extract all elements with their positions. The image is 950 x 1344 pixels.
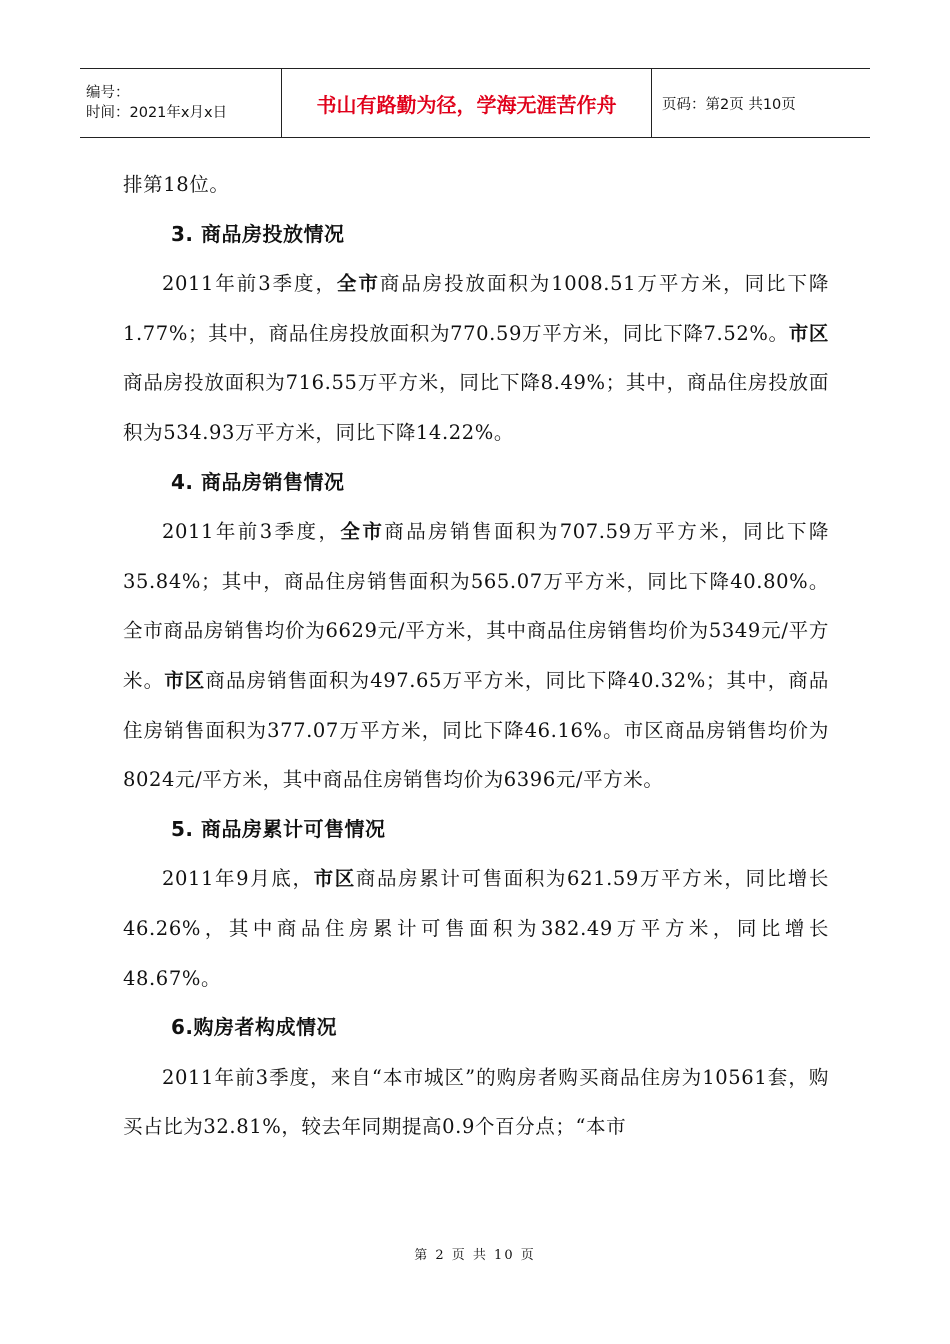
text-span: 商品房销售面积为497.65万平方米，同比下降40.32%；其中，商品住房销售面积为377.07万平方米，同比下降46.16%。市区商品房销售均价为8024元/平方米，其中商品住房销售均价为6396元/平方米。 xyxy=(123,668,829,792)
paragraph-supply xyxy=(123,259,829,457)
text-span: 商品房销售面积为707.59万平方米，同比下降35.84%；其中，商品住房销售面积为565.07万平方米，同比下降40.80%。全市商品房销售均价为6629元/平方米，其中商品住房销售均价为5349元/平方米。 xyxy=(123,520,829,692)
section-heading-3: 3. 商品房投放情况 xyxy=(171,221,345,246)
document-body xyxy=(123,160,829,1152)
paragraph-buyers: 2011年前3季度，来自“本市城区”的购房者购买商品住房为10561套，购买占比为32.81%，较去年同期提高0.9个百分点；“本市 xyxy=(123,1065,829,1139)
text-span: 2011年前3季度， xyxy=(162,272,337,296)
keyword-citywide: 全市 xyxy=(336,272,380,296)
text-span: 商品房投放面积为1008.51万平方米，同比下降1.77%；其中，商品住房投放面积为770.59万平方米，同比下降7.52%。 xyxy=(123,272,829,345)
doc-date-label: 时间：2021年x月x日 xyxy=(86,105,228,121)
section-heading-4: 4. 商品房销售情况 xyxy=(171,469,345,494)
section-heading-6: 6.购房者构成情况 xyxy=(171,1015,338,1040)
section-heading-5: 5. 商品房累计可售情况 xyxy=(171,816,386,841)
text-span: 2011年9月底， xyxy=(162,867,314,891)
keyword-urban-district: 市区 xyxy=(164,668,206,692)
header-motto: 书山有路勤为径，学海无涯苦作舟 xyxy=(282,69,652,137)
keyword-urban-district: 市区 xyxy=(788,321,830,345)
paragraph-continuation: 排第18位。 xyxy=(123,173,230,196)
text-span: 2011年前3季度， xyxy=(162,520,341,544)
paragraph-available xyxy=(123,854,829,1003)
page-header xyxy=(80,68,870,138)
header-page-number: 页码：第2页 共10页 xyxy=(662,96,796,113)
paragraph-sales xyxy=(123,507,829,805)
text-span: 商品房累计可售面积为621.59万平方米，同比增长46.26%，其中商品住房累计可售面积为382.49万平方米，同比增长48.67%。 xyxy=(123,867,829,990)
keyword-citywide: 全市 xyxy=(340,520,385,544)
doc-number-label: 编号： xyxy=(86,85,130,101)
keyword-urban-district: 市区 xyxy=(313,867,356,891)
page-footer: 第 2 页 共 10 页 xyxy=(414,1248,536,1263)
header-meta xyxy=(80,69,282,137)
text-span: 商品房投放面积为716.55万平方米，同比下降8.49%；其中，商品住房投放面积为534.93万平方米，同比下降14.22%。 xyxy=(123,371,829,444)
